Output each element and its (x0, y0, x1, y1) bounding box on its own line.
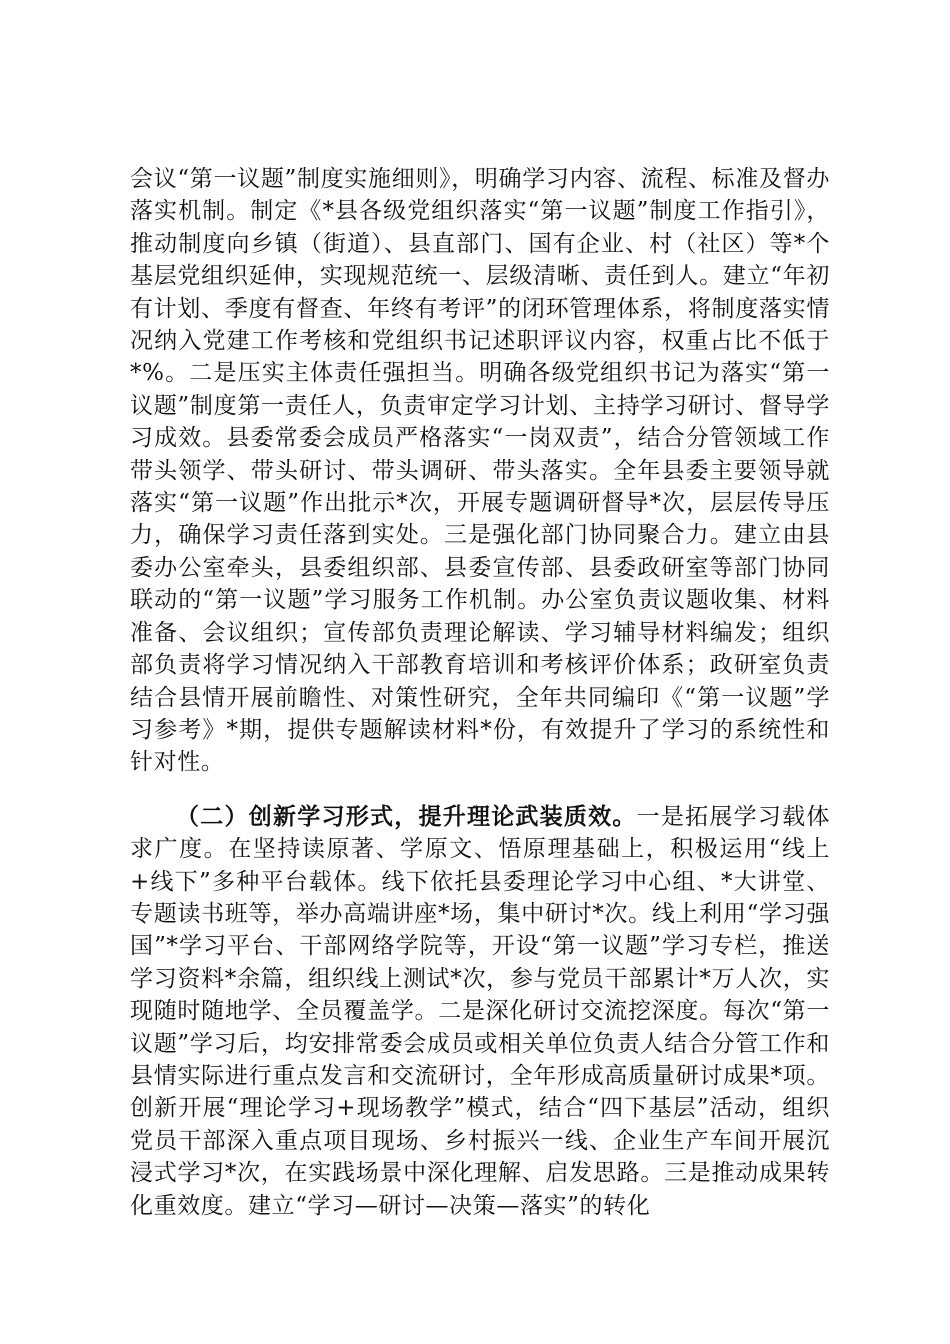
section-heading: （二）创新学习形式，提升理论武装质效。 (176, 803, 637, 830)
paragraph-text: 会议“第一议题”制度实施细则》，明确学习内容、流程、标准及督办落实机制。制定《*县各级党组织落实“第一议题”制度工作指引》，推动制度向乡镇（街道）、县直部门、国有企业、村（社区）等*个基层党组织延伸，实现规范统一、层级清晰、责任到人。建立“年初有计划、季度有督查、年终有考评”的闭环管理体系，将制度落实情况纳入党建工作考核和党组织书记述职评议内容，权重占比不低于*%。二是压实主体责任强担当。明确各级党组织书记为落实“第一议题”制度第一责任人，负责审定学习计划、主持学习研讨、督导学习成效。县委常委会成员严格落实“一岗双责”，结合分管领域工作带头领学、带头研讨、带头调研、带头落实。全年县委主要领导就落实“第一议题”作出批示*次，开展专题调研督导*次，层层传导压力，确保学习责任落到实处。三是强化部门协同聚合力。建立由县委办公室牵头，县委组织部、县委宣传部、县委政研室等部门协同联动的“第一议题”学习服务工作机制。办公室负责议题收集、材料准备、会议组织；宣传部负责理论解读、学习辅导材料编发；组织部负责将学习情况纳入干部教育培训和考核评价体系；政研室负责结合县情开展前瞻性、对策性研究，全年共同编印《“第一议题”学习参考》*期，提供专题解读材料*份，有效提升了学习的系统性和针对性。 (130, 166, 830, 776)
document-body (130, 163, 830, 1222)
paragraph-learning-forms (130, 801, 830, 1222)
paragraph-responsibility-mechanism (130, 163, 830, 779)
paragraph-text: 一是拓展学习载体求广度。在坚持读原著、学原文、悟原理基础上，积极运用“线上+线下”多种平台载体。线下依托县委理论学习中心组、*大讲堂、专题读书班等，举办高端讲座*场，集中研讨*次。线上利用“学习强国”*学习平台、干部网络学院等，开设“第一议题”学习专栏，推送学习资料*余篇，组织线上测试*次，参与党员干部累计*万人次，实现随时随地学、全员覆盖学。二是深化研讨交流挖深度。每次“第一议题”学习后，均安排常委会成员或相关单位负责人结合分管工作和县情实际进行重点发言和交流研讨，全年形成高质量研讨成果*项。创新开展“理论学习+现场教学”模式，结合“四下基层”活动，组织党员干部深入重点项目现场、乡村振兴一线、企业生产车间开展沉浸式学习*次，在实践场景中深化理解、启发思路。三是推动成果转化重效度。建立“学习—研讨—决策—落实”的转化 (130, 803, 830, 1219)
